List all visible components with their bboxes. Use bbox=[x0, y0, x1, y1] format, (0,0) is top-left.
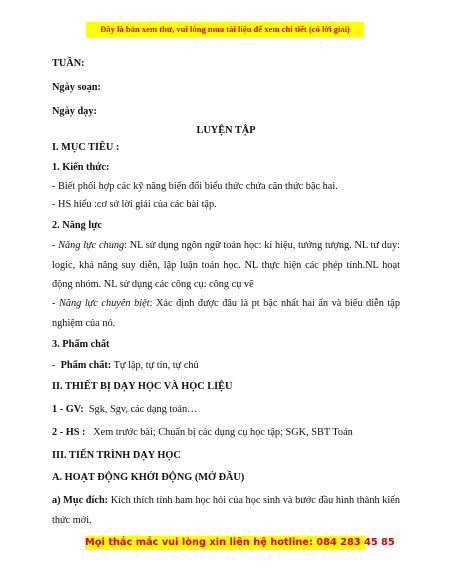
knowledge-item: - Biết phối hợp các kỹ năng biến đổi biểu thức chứa căn thức bậc hai. bbox=[52, 181, 338, 192]
teacher-materials-text: Sgk, Sgv, các dạng toán… bbox=[88, 404, 198, 415]
lesson-title: LUYỆN TẬP bbox=[196, 125, 256, 136]
qualities-label: Phẩm chất: bbox=[60, 360, 112, 371]
section-objectives-heading: I. MỤC TIÊU : bbox=[52, 142, 120, 153]
hotline-footer-banner: Mọi thắc mắc vui lòng xin liên hệ hotline: 084 283 45 85 bbox=[85, 537, 395, 548]
student-materials-text: Xem trước bài; Chuẩn bị các dụng cụ học tập; SGK, SBT Toán bbox=[93, 427, 353, 438]
general-competency-paragraph bbox=[52, 236, 400, 295]
qualities-heading: 3. Phẩm chất bbox=[52, 339, 110, 350]
purpose-label: a) Mục đích: bbox=[52, 495, 109, 506]
week-label: TUẦN: bbox=[52, 58, 85, 69]
general-competency-text: : NL sử dụng ngôn ngữ toán học: kí hiệu, tưởng tượng. NL tư duy: logic, khả năng suy diễn, lập luận toán học. NL thực hiện các phép tính.NL hoạt động nhóm. NL sử dụng các công cụ: công cụ vẽ bbox=[52, 240, 400, 290]
qualities-line: - Phẩm chất: Tự lập, tự tin, tự chủ bbox=[52, 360, 199, 371]
student-materials-line bbox=[52, 423, 353, 442]
specific-competency-paragraph bbox=[52, 294, 400, 333]
prepared-date-label: Ngày soạn: bbox=[52, 82, 101, 93]
general-competency-label: - Năng lực chung bbox=[52, 240, 125, 251]
section-process-heading: III. TIẾN TRÌNH DẠY HỌC bbox=[52, 450, 181, 461]
activity-a-heading: A. HOẠT ĐỘNG KHỞI ĐỘNG (MỞ ĐẦU) bbox=[52, 472, 245, 483]
student-label: 2 - HS : bbox=[52, 427, 86, 438]
specific-competency-label: - Năng lực chuyên biệt bbox=[52, 298, 150, 309]
knowledge-heading: 1. Kiến thức: bbox=[52, 162, 110, 173]
specific-competency-text: : Xác định được đâu là pt bậc nhất hai ẩn và biểu diễn tập nghiệm của nó. bbox=[52, 298, 401, 329]
preview-notice-banner: Đây là bản xem thử, vui lòng mua tài liệu để xem chi tiết (có lời giải) bbox=[86, 22, 364, 37]
teacher-materials-line bbox=[52, 400, 197, 419]
competency-heading: 2. Năng lực bbox=[52, 220, 102, 231]
knowledge-item: - HS hiểu :cơ sở lời giải của các bài tập. bbox=[52, 199, 217, 210]
teacher-label: 1 - GV: bbox=[52, 404, 84, 415]
section-equipment-heading: II. THIẾT BỊ DẠY HỌC VÀ HỌC LIỆU bbox=[52, 381, 233, 392]
teaching-date-label: Ngày dạy: bbox=[52, 106, 97, 117]
purpose-text: Kích thích tính ham học hỏi của học sinh và bước đầu hình thành kiến thức mới. bbox=[52, 495, 400, 526]
purpose-paragraph bbox=[52, 491, 400, 530]
qualities-text: Tự lập, tự tin, tự chủ bbox=[111, 360, 199, 371]
